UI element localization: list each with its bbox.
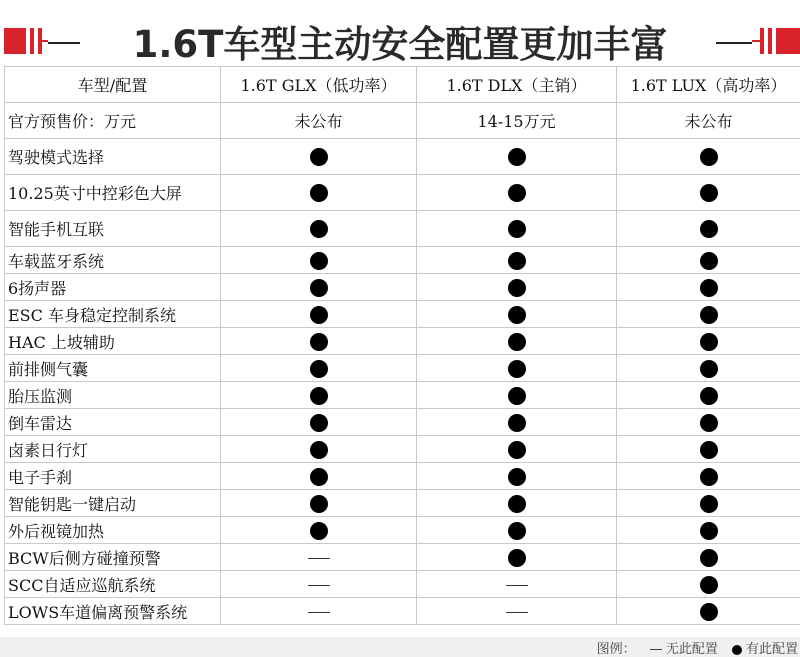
dot-icon (310, 441, 328, 459)
dot-icon (700, 522, 718, 540)
dot-icon (508, 184, 526, 202)
feature-value (221, 211, 417, 247)
feature-value (221, 355, 417, 382)
dot-icon (700, 148, 718, 166)
feature-value (221, 328, 417, 355)
dot-icon (508, 333, 526, 351)
header-config: 车型/配置 (5, 67, 221, 103)
dot-icon (508, 306, 526, 324)
table-row (5, 571, 800, 598)
feature-value (221, 175, 417, 211)
dot-icon (508, 148, 526, 166)
feature-value (617, 490, 800, 517)
feature-value (417, 436, 617, 463)
feature-value (417, 598, 617, 625)
feature-value (617, 175, 800, 211)
feature-value (617, 517, 800, 544)
feature-name: 倒车雷达 (5, 409, 221, 436)
feature-name: SCC自适应巡航系统 (5, 571, 221, 598)
table-row (5, 544, 800, 571)
dot-icon (508, 495, 526, 513)
config-table (4, 66, 800, 625)
feature-value (417, 463, 617, 490)
dash-icon (506, 612, 528, 613)
dash-icon (308, 585, 330, 586)
dash-icon (308, 558, 330, 559)
dot-icon (508, 279, 526, 297)
dot-icon (310, 495, 328, 513)
dot-icon (508, 387, 526, 405)
feature-name: 智能钥匙一键启动 (5, 490, 221, 517)
dot-icon (700, 279, 718, 297)
dot-icon (700, 220, 718, 238)
legend-yes: 有此配置 (745, 642, 798, 657)
feature-value (617, 139, 800, 175)
right-decoration (716, 28, 800, 54)
feature-value (617, 571, 800, 598)
feature-value (617, 544, 800, 571)
table-row (5, 211, 800, 247)
feature-value (417, 382, 617, 409)
dot-icon (700, 306, 718, 324)
feature-name: 卤素日行灯 (5, 436, 221, 463)
dot-icon (508, 522, 526, 540)
dot-icon (700, 252, 718, 270)
dot-icon (310, 148, 328, 166)
feature-value (221, 247, 417, 274)
table-row (5, 463, 800, 490)
dot-icon (508, 360, 526, 378)
feature-value (417, 211, 617, 247)
table-row (5, 598, 800, 625)
dot-icon (508, 549, 526, 567)
table-header-row (5, 67, 800, 103)
table-row (5, 355, 800, 382)
dot-icon (310, 387, 328, 405)
feature-value (417, 409, 617, 436)
feature-value (221, 490, 417, 517)
dot-icon (700, 495, 718, 513)
page-title: 1.6T车型主动安全配置更加丰富 (132, 23, 668, 66)
dot-icon (310, 306, 328, 324)
feature-value (617, 463, 800, 490)
title-bar (0, 0, 800, 66)
feature-value (617, 247, 800, 274)
feature-value (221, 544, 417, 571)
dot-icon (508, 468, 526, 486)
table-row (5, 517, 800, 544)
table-row (5, 301, 800, 328)
feature-value (221, 598, 417, 625)
feature-value (617, 328, 800, 355)
feature-value (417, 490, 617, 517)
feature-name: 电子手刹 (5, 463, 221, 490)
dot-icon (508, 220, 526, 238)
dash-icon (650, 649, 662, 650)
dot-icon (310, 252, 328, 270)
dot-icon (700, 184, 718, 202)
price-label: 官方预售价：万元 (5, 103, 221, 139)
dot-icon (700, 576, 718, 594)
feature-name: HAC 上坡辅助 (5, 328, 221, 355)
feature-name: 胎压监测 (5, 382, 221, 409)
feature-name: 6扬声器 (5, 274, 221, 301)
feature-value (417, 544, 617, 571)
table-row (5, 175, 800, 211)
dot-icon (700, 468, 718, 486)
feature-value (417, 274, 617, 301)
dot-icon (310, 468, 328, 486)
feature-value (417, 355, 617, 382)
feature-value (221, 571, 417, 598)
feature-value (221, 517, 417, 544)
feature-name: 前排侧气囊 (5, 355, 221, 382)
feature-value (617, 355, 800, 382)
feature-value (221, 463, 417, 490)
dot-icon (700, 441, 718, 459)
table-row (5, 247, 800, 274)
table-row (5, 436, 800, 463)
table-row (5, 274, 800, 301)
feature-value (617, 382, 800, 409)
feature-value (221, 436, 417, 463)
feature-value (221, 409, 417, 436)
dot-icon (508, 414, 526, 432)
dot-icon (310, 360, 328, 378)
feature-value (617, 436, 800, 463)
legend-label: 图例： (596, 642, 636, 657)
feature-value (617, 211, 800, 247)
dot-icon (700, 549, 718, 567)
feature-value (617, 274, 800, 301)
feature-value (617, 409, 800, 436)
feature-name: ESC 车身稳定控制系统 (5, 301, 221, 328)
table-row (5, 382, 800, 409)
feature-value (221, 139, 417, 175)
dash-icon (308, 612, 330, 613)
price-lux: 未公布 (617, 103, 800, 139)
feature-name: 10.25英寸中控彩色大屏 (5, 175, 221, 211)
feature-name: 驾驶模式选择 (5, 139, 221, 175)
feature-value (221, 274, 417, 301)
feature-value (221, 301, 417, 328)
feature-name: 车载蓝牙系统 (5, 247, 221, 274)
header-glx: 1.6T GLX（低功率） (221, 67, 417, 103)
dot-icon (700, 414, 718, 432)
table-row (5, 328, 800, 355)
dot-icon (310, 279, 328, 297)
dot-icon (310, 414, 328, 432)
header-lux: 1.6T LUX（高功率） (617, 67, 800, 103)
dot-icon (700, 333, 718, 351)
dot-icon (310, 522, 328, 540)
legend (597, 638, 798, 657)
table-row (5, 490, 800, 517)
feature-value (417, 139, 617, 175)
dash-icon (506, 585, 528, 586)
feature-value (417, 301, 617, 328)
feature-value (417, 328, 617, 355)
feature-value (221, 382, 417, 409)
feature-value (617, 598, 800, 625)
dot-icon (732, 645, 742, 655)
feature-name: 智能手机互联 (5, 211, 221, 247)
feature-value (417, 247, 617, 274)
dot-icon (310, 184, 328, 202)
price-dlx: 14-15万元 (417, 103, 617, 139)
feature-value (617, 301, 800, 328)
feature-name: LOWS车道偏离预警系统 (5, 598, 221, 625)
feature-value (417, 571, 617, 598)
table-row (5, 139, 800, 175)
dot-icon (700, 387, 718, 405)
table-row (5, 409, 800, 436)
feature-name: 外后视镜加热 (5, 517, 221, 544)
feature-name: BCW后侧方碰撞预警 (5, 544, 221, 571)
feature-value (417, 517, 617, 544)
legend-no: 无此配置 (665, 642, 718, 657)
dot-icon (508, 441, 526, 459)
price-row (5, 103, 800, 139)
price-glx: 未公布 (221, 103, 417, 139)
feature-value (417, 175, 617, 211)
dot-icon (700, 603, 718, 621)
dot-icon (700, 360, 718, 378)
dot-icon (310, 220, 328, 238)
dot-icon (310, 333, 328, 351)
header-dlx: 1.6T DLX（主销） (417, 67, 617, 103)
dot-icon (508, 252, 526, 270)
